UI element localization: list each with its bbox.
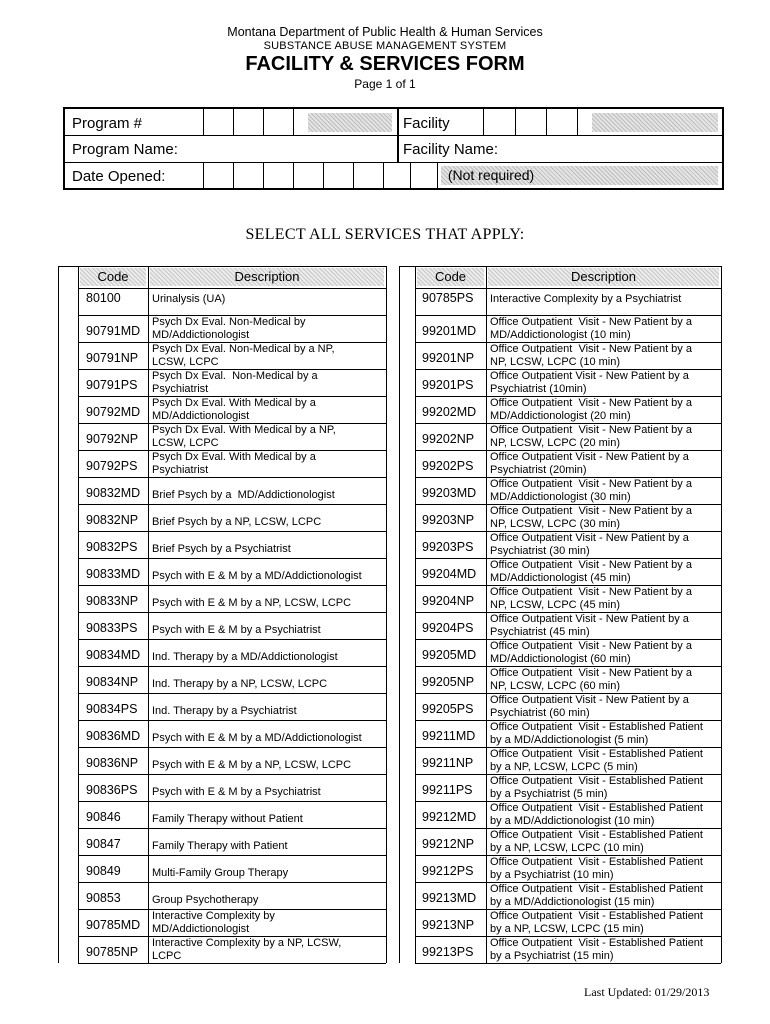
service-code: 80100 bbox=[86, 291, 121, 305]
service-checkbox[interactable] bbox=[58, 450, 78, 477]
service-code: 90853 bbox=[86, 891, 121, 905]
code-column-header: Code bbox=[80, 268, 146, 286]
service-code: 99211PS bbox=[422, 783, 473, 797]
service-description: Office Outpatient Visit - New Patient by a NP, LCSW, LCPC (10 min) bbox=[490, 343, 692, 368]
service-description: Psych Dx Eval. Non-Medical by MD/Addictionologist bbox=[152, 316, 306, 341]
service-checkbox[interactable] bbox=[399, 828, 415, 855]
service-code: 99202NP bbox=[422, 432, 475, 446]
service-description: Office Outpatient Visit - New Patient by a Psychiatrist (20min) bbox=[490, 451, 689, 476]
facility-label: Facility bbox=[403, 115, 450, 132]
program-name-label: Program Name: bbox=[72, 141, 178, 158]
service-checkbox[interactable] bbox=[58, 801, 78, 828]
service-description: Office Outpatient Visit - New Patient by a NP, LCSW, LCPC (45 min) bbox=[490, 586, 692, 611]
service-checkbox[interactable] bbox=[399, 396, 415, 423]
service-code: 90832NP bbox=[86, 513, 139, 527]
service-code: 90785NP bbox=[86, 945, 139, 959]
service-code: 90849 bbox=[86, 864, 121, 878]
service-code: 90791MD bbox=[86, 324, 141, 338]
service-checkbox[interactable] bbox=[58, 936, 78, 963]
service-checkbox[interactable] bbox=[399, 855, 415, 882]
service-checkbox[interactable] bbox=[58, 585, 78, 612]
service-description: Office Outpatient Visit - New Patient by a Psychiatrist (30 min) bbox=[490, 532, 689, 557]
service-description: Office Outpatient Visit - New Patient by a MD/Addictionologist (10 min) bbox=[490, 316, 692, 341]
not-required-note: (Not required) bbox=[447, 167, 535, 183]
service-code: 90832MD bbox=[86, 486, 141, 500]
service-code: 99201NP bbox=[422, 351, 475, 365]
service-checkbox[interactable] bbox=[58, 477, 78, 504]
service-description: Office Outpatient Visit - Established Patient by a Psychiatrist (10 min) bbox=[490, 856, 703, 881]
date-opened-label: Date Opened: bbox=[72, 168, 166, 185]
service-code: 90834MD bbox=[86, 648, 141, 662]
service-checkbox[interactable] bbox=[399, 747, 415, 774]
service-description: Psych with E & M by a MD/Addictionologist bbox=[152, 732, 362, 744]
service-checkbox[interactable] bbox=[58, 639, 78, 666]
service-code: 90836NP bbox=[86, 756, 139, 770]
services-table-right bbox=[399, 266, 721, 963]
service-description: Office Outpatient Visit - Established Patient by a NP, LCSW, LCPC (5 min) bbox=[490, 748, 703, 773]
service-description: Psych Dx Eval. Non-Medical by a NP, LCSW, LCPC bbox=[152, 343, 335, 368]
service-checkbox[interactable] bbox=[399, 639, 415, 666]
service-checkbox[interactable] bbox=[58, 909, 78, 936]
service-description: Psych Dx Eval. With Medical by a MD/Addictionologist bbox=[152, 397, 316, 422]
service-checkbox[interactable] bbox=[399, 288, 415, 315]
service-checkbox[interactable] bbox=[399, 801, 415, 828]
service-code: 90833PS bbox=[86, 621, 138, 635]
page-number: Page 1 of 1 bbox=[354, 77, 416, 91]
service-code: 90792NP bbox=[86, 432, 139, 446]
service-code: 99203PS bbox=[422, 540, 474, 554]
service-code: 99204MD bbox=[422, 567, 477, 581]
service-checkbox[interactable] bbox=[58, 423, 78, 450]
service-checkbox[interactable] bbox=[58, 720, 78, 747]
service-code: 90832PS bbox=[86, 540, 138, 554]
service-description: Ind. Therapy by a NP, LCSW, LCPC bbox=[152, 678, 328, 690]
service-description: Psych Dx Eval. With Medical by a NP, LCSW, LCPC bbox=[152, 424, 336, 449]
service-code: 99205NP bbox=[422, 675, 475, 689]
select-services-title: SELECT ALL SERVICES THAT APPLY: bbox=[245, 226, 525, 243]
service-description: Office Outpatient Visit - Established Patient by a Psychiatrist (5 min) bbox=[490, 775, 703, 800]
service-code: 99213PS bbox=[422, 945, 474, 959]
last-updated: Last Updated: 01/29/2013 bbox=[584, 985, 710, 999]
service-checkbox[interactable] bbox=[58, 396, 78, 423]
service-description: Psych Dx Eval. With Medical by a Psychiatrist bbox=[152, 451, 316, 476]
service-checkbox[interactable] bbox=[399, 585, 415, 612]
service-description: Group Psychotherapy bbox=[152, 894, 259, 906]
service-checkbox[interactable] bbox=[399, 612, 415, 639]
service-code: 99202PS bbox=[422, 459, 474, 473]
service-checkbox[interactable] bbox=[399, 774, 415, 801]
form-title: FACILITY & SERVICES FORM bbox=[245, 53, 525, 75]
service-checkbox[interactable] bbox=[399, 450, 415, 477]
facility-name-label: Facility Name: bbox=[403, 141, 499, 158]
service-description: Family Therapy with Patient bbox=[152, 840, 288, 852]
name-row bbox=[65, 136, 722, 163]
code-column-header: Code bbox=[417, 268, 484, 286]
service-checkbox[interactable] bbox=[399, 666, 415, 693]
service-code: 99204PS bbox=[422, 621, 474, 635]
service-description: Office Outpatient Visit - Established Patient by a Psychiatrist (15 min) bbox=[490, 937, 703, 962]
service-code: 99202MD bbox=[422, 405, 477, 419]
service-description: Office Outpatient Visit - New Patient by a Psychiatrist (60 min) bbox=[490, 694, 689, 719]
service-code: 99213NP bbox=[422, 918, 475, 932]
service-checkbox[interactable] bbox=[399, 369, 415, 396]
service-description: Office Outpatient Visit - New Patient by a MD/Addictionologist (30 min) bbox=[490, 478, 692, 503]
service-description: Psych with E & M by a Psychiatrist bbox=[152, 624, 321, 636]
service-checkbox[interactable] bbox=[399, 558, 415, 585]
service-description: Interactive Complexity by MD/Addictionologist bbox=[152, 910, 275, 935]
services-table-left bbox=[58, 266, 386, 963]
service-checkbox[interactable] bbox=[58, 693, 78, 720]
service-code: 90836PS bbox=[86, 783, 138, 797]
system-name: SUBSTANCE ABUSE MANAGEMENT SYSTEM bbox=[263, 40, 507, 52]
service-code: 90836MD bbox=[86, 729, 141, 743]
service-checkbox[interactable] bbox=[58, 774, 78, 801]
service-checkbox[interactable] bbox=[58, 666, 78, 693]
service-checkbox[interactable] bbox=[399, 909, 415, 936]
service-checkbox[interactable] bbox=[399, 504, 415, 531]
service-code: 90785MD bbox=[86, 918, 141, 932]
service-description: Office Outpatient Visit - New Patient by a Psychiatrist (45 min) bbox=[490, 613, 689, 638]
service-code: 99201MD bbox=[422, 324, 477, 338]
service-code: 90833MD bbox=[86, 567, 141, 581]
service-description: Office Outpatient Visit - New Patient by a NP, LCSW, LCPC (20 min) bbox=[490, 424, 692, 449]
service-description: Psych with E & M by a MD/Addictionologist bbox=[152, 570, 362, 582]
service-description: Office Outpatient Visit - Established Patient by a NP, LCSW, LCPC (10 min) bbox=[490, 829, 703, 854]
date-row bbox=[65, 163, 722, 188]
service-code: 90791PS bbox=[86, 378, 138, 392]
service-code: 99204NP bbox=[422, 594, 475, 608]
service-checkbox[interactable] bbox=[399, 342, 415, 369]
service-description: Ind. Therapy by a Psychiatrist bbox=[152, 705, 297, 717]
service-checkbox[interactable] bbox=[58, 531, 78, 558]
department-name: Montana Department of Public Health & Human Services bbox=[227, 25, 543, 39]
service-checkbox[interactable] bbox=[58, 504, 78, 531]
service-description: Multi-Family Group Therapy bbox=[152, 867, 289, 879]
service-code: 99205MD bbox=[422, 648, 477, 662]
service-checkbox[interactable] bbox=[399, 693, 415, 720]
service-description: Office Outpatient Visit - New Patient by a NP, LCSW, LCPC (60 min) bbox=[490, 667, 692, 692]
program-info-grid bbox=[63, 107, 724, 190]
service-code: 90791NP bbox=[86, 351, 139, 365]
service-code: 99211MD bbox=[422, 729, 476, 743]
service-description: Interactive Complexity by a Psychiatrist bbox=[490, 293, 682, 305]
service-checkbox[interactable] bbox=[399, 882, 415, 909]
service-code: 90847 bbox=[86, 837, 121, 851]
service-description: Psych with E & M by a Psychiatrist bbox=[152, 786, 321, 798]
service-checkbox[interactable] bbox=[58, 315, 78, 342]
service-code: 90846 bbox=[86, 810, 121, 824]
service-checkbox[interactable] bbox=[58, 747, 78, 774]
service-checkbox[interactable] bbox=[399, 720, 415, 747]
service-code: 90792MD bbox=[86, 405, 141, 419]
service-code: 90834NP bbox=[86, 675, 139, 689]
service-checkbox[interactable] bbox=[399, 477, 415, 504]
service-code: 99212PS bbox=[422, 864, 474, 878]
facility-code-shaded bbox=[592, 113, 718, 132]
service-code: 99203NP bbox=[422, 513, 475, 527]
service-code: 90833NP bbox=[86, 594, 139, 608]
service-checkbox[interactable] bbox=[58, 855, 78, 882]
service-description: Office Outpatient Visit - New Patient by a MD/Addictionologist (20 min) bbox=[490, 397, 692, 422]
service-description: Brief Psych by a MD/Addictionologist bbox=[152, 489, 335, 501]
service-checkbox[interactable] bbox=[399, 531, 415, 558]
service-code: 99205PS bbox=[422, 702, 474, 716]
program-row bbox=[65, 109, 722, 136]
service-description: Psych with E & M by a NP, LCSW, LCPC bbox=[152, 759, 352, 771]
service-checkbox[interactable] bbox=[58, 882, 78, 909]
service-description: Office Outpatient Visit - New Patient by a Psychiatrist (10min) bbox=[490, 370, 689, 395]
service-code: 99212NP bbox=[422, 837, 475, 851]
service-checkbox[interactable] bbox=[399, 423, 415, 450]
service-description: Office Outpatient Visit - New Patient by a MD/Addictionologist (45 min) bbox=[490, 559, 692, 584]
service-description: Brief Psych by a NP, LCSW, LCPC bbox=[152, 516, 322, 528]
service-checkbox[interactable] bbox=[58, 828, 78, 855]
service-code: 90834PS bbox=[86, 702, 138, 716]
service-checkbox[interactable] bbox=[58, 369, 78, 396]
service-code: 90792PS bbox=[86, 459, 138, 473]
service-code: 99201PS bbox=[422, 378, 474, 392]
service-checkbox[interactable] bbox=[58, 558, 78, 585]
service-description: Psych with E & M by a NP, LCSW, LCPC bbox=[152, 597, 352, 609]
service-checkbox[interactable] bbox=[58, 612, 78, 639]
description-column-header: Description bbox=[488, 268, 719, 286]
service-description: Office Outpatient Visit - Established Patient by a MD/Addictionologist (15 min) bbox=[490, 883, 703, 908]
service-checkbox[interactable] bbox=[58, 342, 78, 369]
service-description: Office Outpatient Visit - Established Patient by a MD/Addictionologist (10 min) bbox=[490, 802, 703, 827]
service-description: Office Outpatient Visit - New Patient by a NP, LCSW, LCPC (30 min) bbox=[490, 505, 692, 530]
service-description: Psych Dx Eval. Non-Medical by a Psychiatrist bbox=[152, 370, 318, 395]
service-description: Office Outpatient Visit - Established Patient by a MD/Addictionologist (5 min) bbox=[490, 721, 703, 746]
service-code: 99203MD bbox=[422, 486, 477, 500]
service-description: Office Outpatient Visit - Established Patient by a NP, LCSW, LCPC (15 min) bbox=[490, 910, 703, 935]
service-checkbox[interactable] bbox=[399, 936, 415, 963]
service-description: Ind. Therapy by a MD/Addictionologist bbox=[152, 651, 338, 663]
description-column-header: Description bbox=[150, 268, 384, 286]
service-description: Interactive Complexity by a NP, LCSW, LCPC bbox=[152, 937, 342, 962]
program-code-shaded bbox=[308, 113, 392, 132]
service-description: Office Outpatient Visit - New Patient by a MD/Addictionologist (60 min) bbox=[490, 640, 692, 665]
service-description: Urinalysis (UA) bbox=[152, 293, 226, 305]
service-code: 99212MD bbox=[422, 810, 477, 824]
service-description: Brief Psych by a Psychiatrist bbox=[152, 543, 291, 555]
service-code: 90785PS bbox=[422, 291, 474, 305]
service-code: 99213MD bbox=[422, 891, 477, 905]
service-description: Family Therapy without Patient bbox=[152, 813, 303, 825]
service-checkbox[interactable] bbox=[58, 288, 78, 315]
service-checkbox[interactable] bbox=[399, 315, 415, 342]
service-code: 99211NP bbox=[422, 756, 474, 770]
program-number-label: Program # bbox=[72, 115, 143, 132]
